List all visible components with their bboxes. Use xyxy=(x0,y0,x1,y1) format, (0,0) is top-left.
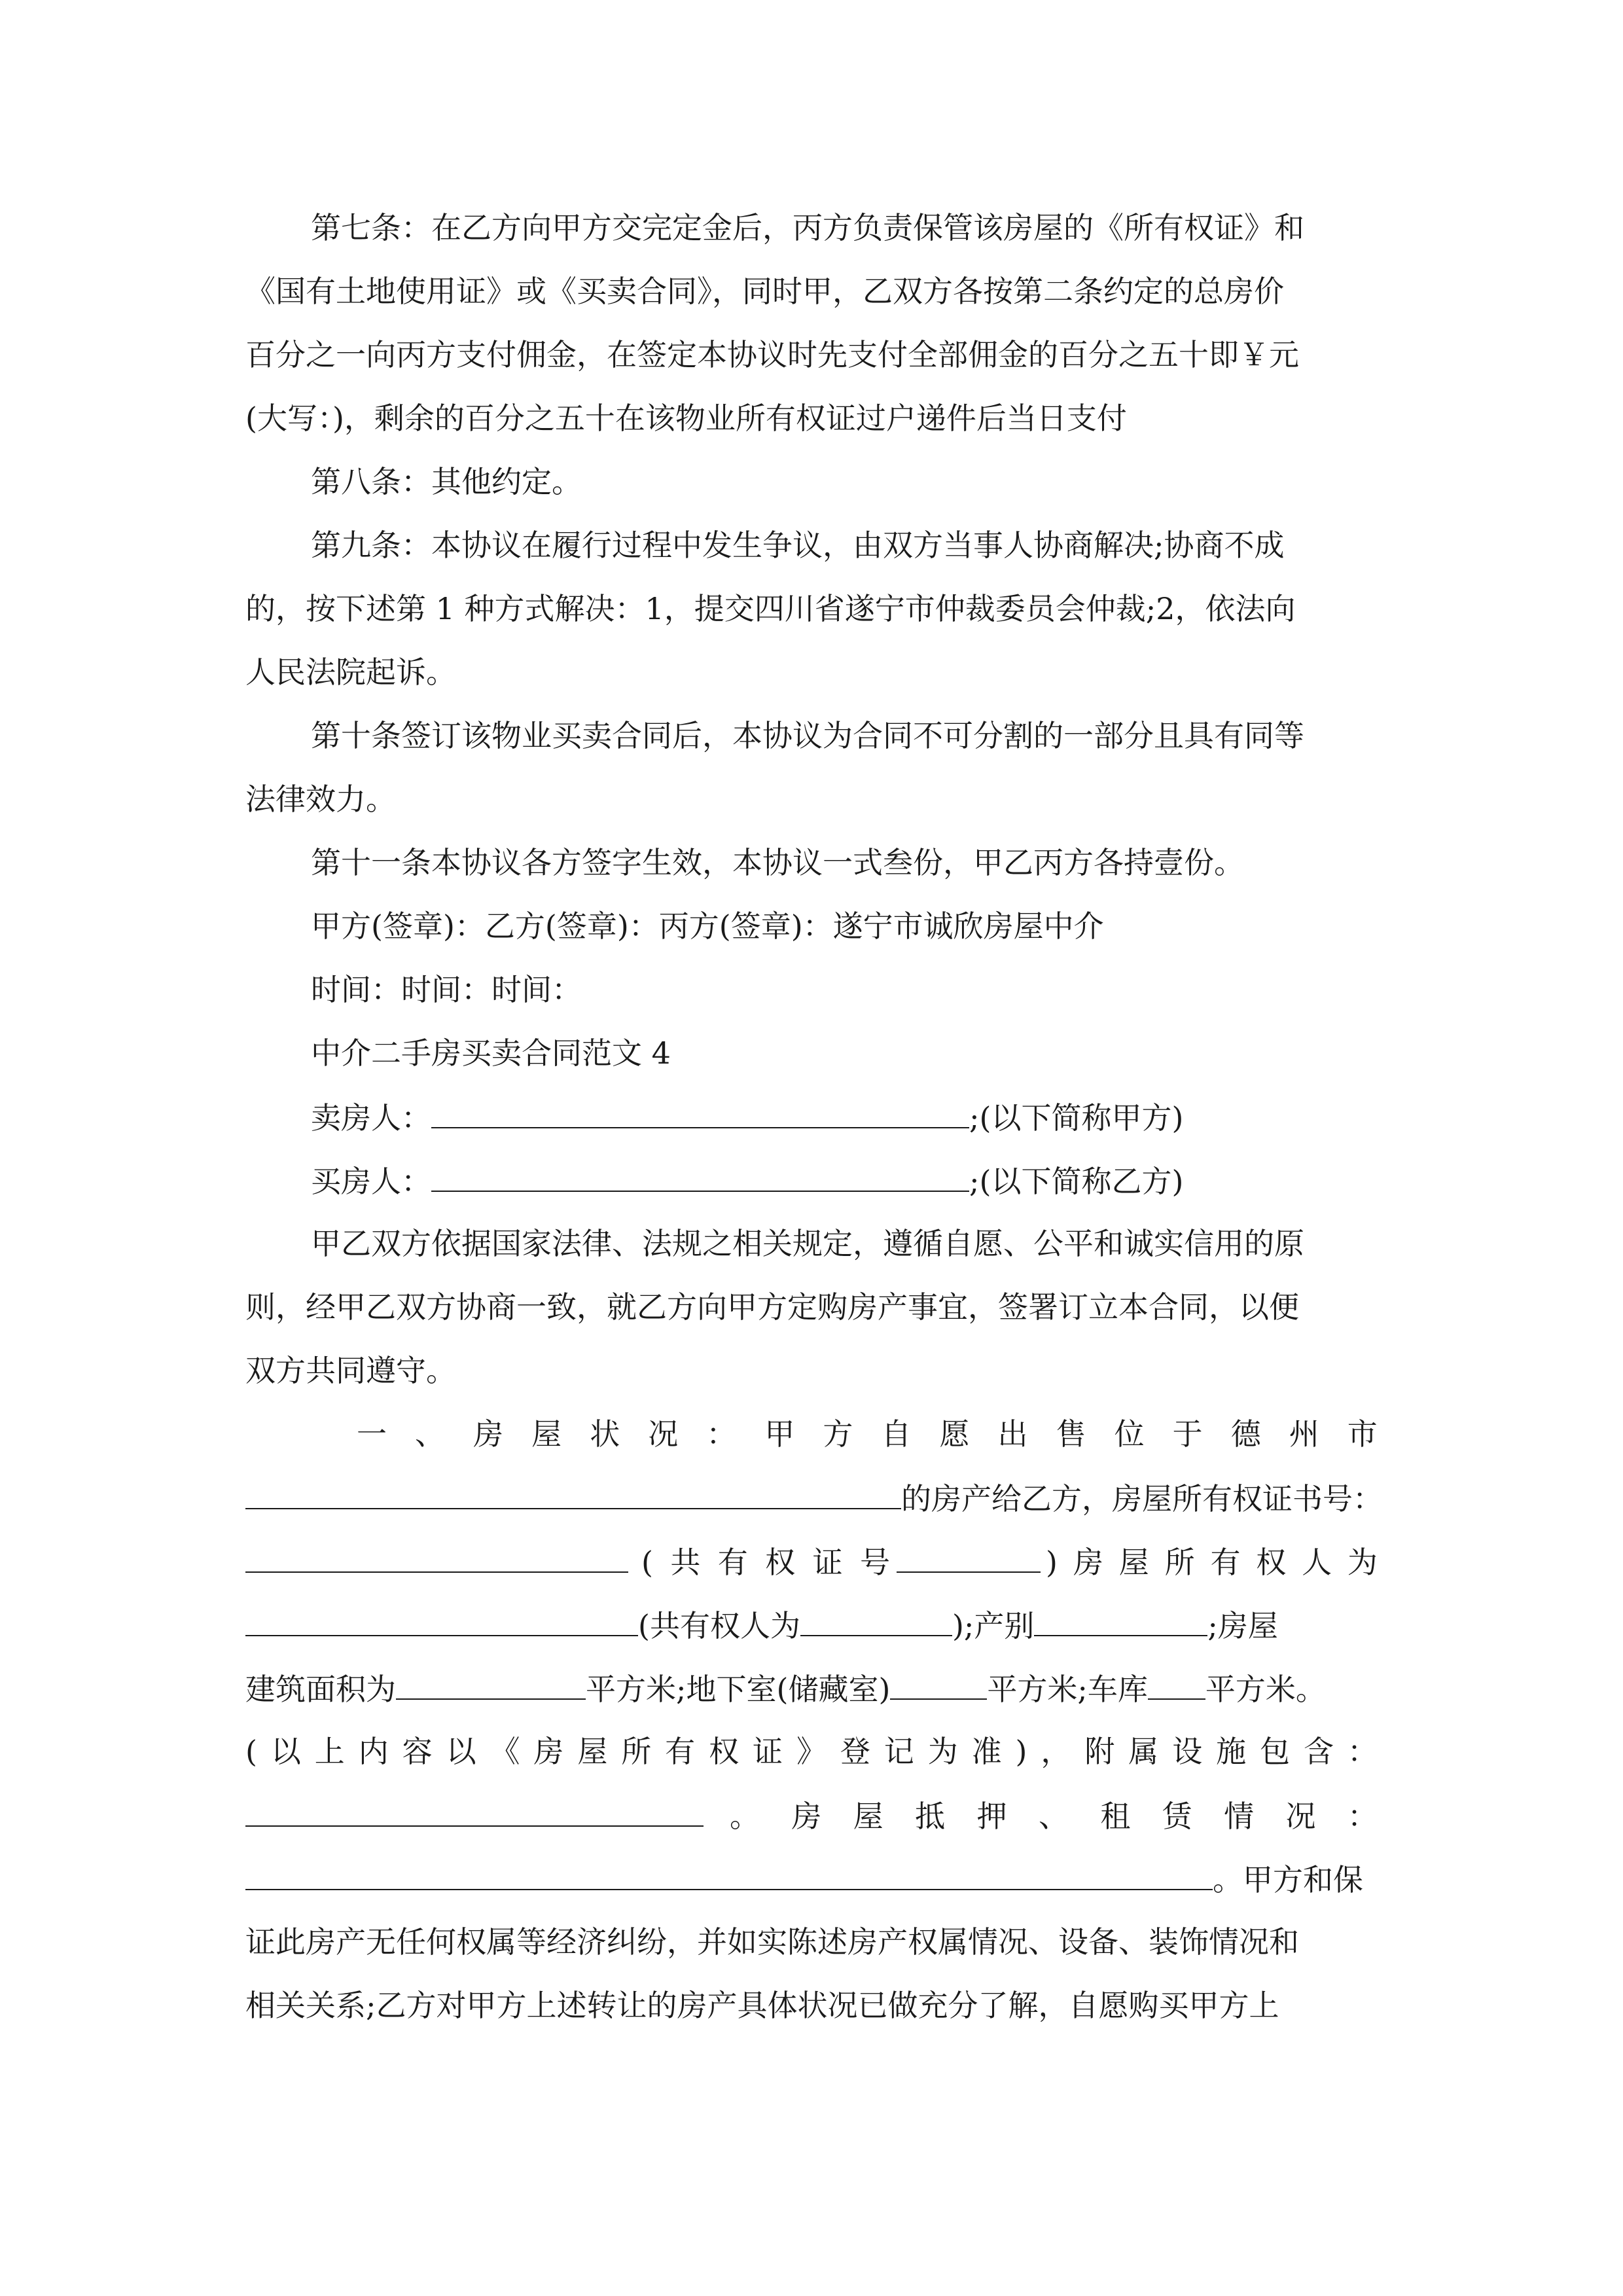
s1-char: 权 xyxy=(1256,1545,1287,1580)
mortgage-lease-field[interactable] xyxy=(245,1859,1213,1890)
s1-char: 租 xyxy=(1100,1799,1131,1834)
s1-char: 容 xyxy=(402,1734,433,1769)
s1-char: 包 xyxy=(1260,1734,1291,1769)
section-1-location-line xyxy=(245,1478,1383,1518)
garage-label: 平方米;车库 xyxy=(987,1672,1148,1707)
s1-char: 屋 xyxy=(853,1799,883,1834)
s1-char: 房 xyxy=(473,1416,504,1452)
s1-char: 属 xyxy=(1128,1734,1159,1769)
s1-char: 状 xyxy=(590,1416,620,1452)
s1-char: 权 xyxy=(709,1734,740,1769)
signature-line: 甲方(签章)：乙方(签章)：丙方(签章)：遂宁市诚欣房屋中介 xyxy=(311,908,1104,944)
co-owner-label: (共有权人为 xyxy=(638,1608,800,1643)
s1-char: 位 xyxy=(1114,1416,1145,1452)
s1-char: 有 xyxy=(665,1734,696,1769)
s1-char: 含 xyxy=(1303,1734,1334,1769)
s1-char: 房 xyxy=(791,1799,822,1834)
co-owner-cert-field[interactable] xyxy=(897,1541,1041,1573)
s1-char: 德 xyxy=(1230,1416,1261,1452)
s1-char: 房 xyxy=(1073,1545,1103,1580)
s1-char: 证 xyxy=(812,1545,843,1580)
s1-char: 、 xyxy=(415,1416,446,1452)
s1-char: 共 xyxy=(670,1545,701,1580)
section-1-mortgage-detail-line xyxy=(245,1859,1363,1899)
facilities-field[interactable] xyxy=(245,1795,704,1827)
s1-char: ( xyxy=(641,1545,653,1580)
section-1-title-line xyxy=(357,1414,1378,1454)
seller-name-field[interactable] xyxy=(431,1097,969,1128)
s1-char: 愿 xyxy=(939,1416,970,1452)
s1-char: ： xyxy=(706,1416,737,1452)
article-7-line-1: 第七条：在乙方向甲方交完定金后，丙方负责保管该房屋的《所有权证》和 xyxy=(311,210,1304,245)
s1-char: 售 xyxy=(1056,1416,1086,1452)
section-1-line-10: 相关关系;乙方对甲方上述转让的房产具体状况已做充分了解，自愿购买甲方上 xyxy=(245,1988,1279,2023)
s1-char: ( xyxy=(245,1734,257,1769)
seller-line xyxy=(311,1097,1183,1138)
s1-char: ， xyxy=(1041,1734,1071,1769)
s1-char: 《 xyxy=(490,1734,520,1769)
s1-char: 州 xyxy=(1289,1416,1319,1452)
close-paren: ) xyxy=(1046,1545,1058,1580)
s1-char: 方 xyxy=(823,1416,853,1452)
s1-char: 甲 xyxy=(764,1416,795,1452)
co-owner-cert-label xyxy=(641,1543,890,1582)
buyer-name-field[interactable] xyxy=(431,1160,969,1192)
s1-char: 、 xyxy=(1038,1799,1069,1834)
s1-char: 以 xyxy=(270,1734,301,1769)
s1-char: 出 xyxy=(997,1416,1028,1452)
article-9-line-3: 人民法院起诉。 xyxy=(245,655,456,690)
buyer-line xyxy=(311,1160,1183,1201)
s1-char: 号 xyxy=(859,1545,890,1580)
article-11: 第十一条本协议各方签字生效，本协议一式叁份，甲乙丙方各持壹份。 xyxy=(311,845,1244,880)
s1-char: 设 xyxy=(1172,1734,1203,1769)
article-9-line-1: 第九条：本协议在履行过程中发生争议，由双方当事人协商解决;协商不成 xyxy=(311,528,1285,563)
s1-char: 屋 xyxy=(531,1416,562,1452)
garage-area-field[interactable] xyxy=(1148,1668,1205,1700)
article-9-line-2: 的，按下述第 1 种方式解决：1，提交四川省遂宁市仲裁委员会仲裁;2，依法向 xyxy=(245,591,1296,626)
section-1-facilities-line xyxy=(245,1732,1378,1771)
intro-line-1: 甲乙双方依据国家法律、法规之相关规定，遵循自愿、公平和诚实信用的原 xyxy=(311,1226,1304,1261)
article-7-line-2: 《国有土地使用证》或《买卖合同》，同时甲，乙双方各按第二条约定的总房价 xyxy=(245,274,1284,309)
guarantee-text: 。甲方和保 xyxy=(1213,1862,1363,1897)
s1-char: 内 xyxy=(358,1734,389,1769)
floor-area-field[interactable] xyxy=(396,1668,586,1700)
s1-char: 权 xyxy=(765,1545,796,1580)
cert-number-field[interactable] xyxy=(245,1541,628,1573)
property-type-label: );产别 xyxy=(952,1608,1035,1643)
s1-char: 况 xyxy=(1285,1799,1316,1834)
contract-heading: 中介二手房买卖合同范文 4 xyxy=(311,1035,671,1071)
s1-char: 抵 xyxy=(915,1799,946,1834)
time-line: 时间：时间：时间： xyxy=(311,972,582,1007)
s1-char: 有 xyxy=(1210,1545,1241,1580)
s1-char: 准 xyxy=(971,1734,1002,1769)
s1-char: 。 xyxy=(730,1799,760,1834)
buyer-label: 买房人： xyxy=(311,1164,431,1199)
article-7-line-4: (大写：)，剩余的百分之五十在该物业所有权证过户递件后当日支付 xyxy=(245,401,1127,436)
intro-line-3: 双方共同遵守。 xyxy=(245,1353,456,1388)
owner-label xyxy=(1073,1543,1378,1582)
article-10-line-1: 第十条签订该物业买卖合同后，本协议为合同不可分割的一部分且具有同等 xyxy=(311,718,1304,753)
s1-char: 记 xyxy=(883,1734,914,1769)
s1-char: 屋 xyxy=(1118,1545,1149,1580)
s1-char: 施 xyxy=(1216,1734,1247,1769)
s1-char: 》 xyxy=(796,1734,827,1769)
s1-char: 登 xyxy=(840,1734,870,1769)
s1-char: 房 xyxy=(533,1734,564,1769)
article-10-line-2: 法律效力。 xyxy=(245,781,396,817)
s1-char: 附 xyxy=(1084,1734,1115,1769)
buyer-suffix: ;(以下简称乙方) xyxy=(969,1164,1184,1199)
s1-char: ： xyxy=(1347,1734,1378,1769)
s1-char: 证 xyxy=(753,1734,783,1769)
property-type-field[interactable] xyxy=(1034,1605,1207,1636)
owner-field[interactable] xyxy=(245,1605,638,1636)
s1-char: 于 xyxy=(1172,1416,1203,1452)
seller-suffix: ;(以下简称甲方) xyxy=(969,1100,1184,1136)
s1-char: 上 xyxy=(314,1734,345,1769)
sqm-suffix: 平方米。 xyxy=(1205,1672,1326,1707)
s1-char: 有 xyxy=(717,1545,748,1580)
s1-char: 押 xyxy=(976,1799,1007,1834)
floor-area-label: 建筑面积为 xyxy=(245,1672,396,1707)
s1-char: 市 xyxy=(1347,1416,1378,1452)
s1-char: 为 xyxy=(927,1734,958,1769)
co-owner-field[interactable] xyxy=(800,1605,952,1636)
section-1-co-owner-cert-line xyxy=(245,1541,1378,1582)
house-label: ;房屋 xyxy=(1207,1608,1278,1643)
intro-line-2: 则，经甲乙双方协商一致，就乙方向甲方定购房产事宜，签署订立本合同，以便 xyxy=(245,1289,1299,1325)
cert-number-label: 的房产给乙方，房屋所有权证书号： xyxy=(901,1481,1383,1516)
s1-char: 情 xyxy=(1224,1799,1255,1834)
s1-char: ： xyxy=(1347,1799,1378,1834)
seller-label: 卖房人： xyxy=(311,1100,431,1136)
property-location-field[interactable] xyxy=(245,1478,901,1509)
section-1-mortgage-line xyxy=(245,1795,1378,1836)
basement-label: 平方米;地下室(储藏室) xyxy=(586,1672,891,1707)
s1-char: 赁 xyxy=(1162,1799,1192,1834)
s1-char: 自 xyxy=(881,1416,912,1452)
s1-char: 所 xyxy=(1164,1545,1195,1580)
basement-area-field[interactable] xyxy=(890,1668,987,1700)
s1-char: 况 xyxy=(648,1416,679,1452)
s1-char: 一 xyxy=(357,1416,387,1452)
s1-char: 为 xyxy=(1347,1545,1378,1580)
article-7-line-3: 百分之一向丙方支付佣金，在签定本协议时先支付全部佣金的百分之五十即￥元 xyxy=(245,337,1299,372)
section-1-line-9: 证此房产无任何权属等经济纠纷，并如实陈述房产权属情况、设备、装饰情况和 xyxy=(245,1924,1299,1960)
article-8: 第八条：其他约定。 xyxy=(311,464,582,499)
s1-char: 屋 xyxy=(577,1734,608,1769)
s1-char: 以 xyxy=(446,1734,476,1769)
mortgage-lease-label xyxy=(730,1797,1378,1836)
section-1-owner-line xyxy=(245,1605,1278,1645)
s1-char: 人 xyxy=(1302,1545,1332,1580)
s1-char: 所 xyxy=(621,1734,652,1769)
section-1-area-line xyxy=(245,1668,1326,1709)
s1-char: ) xyxy=(1015,1734,1027,1769)
